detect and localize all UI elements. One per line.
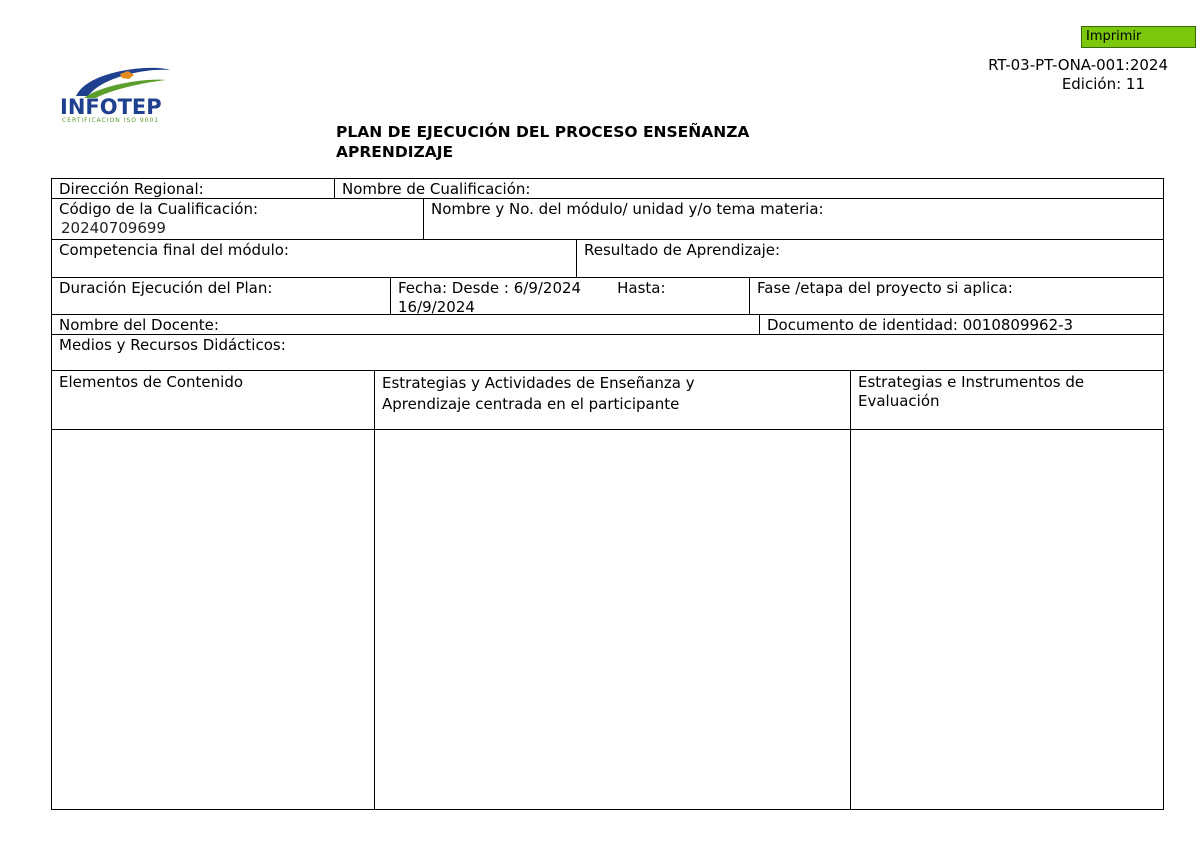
- elementos-contenido-header: [51, 370, 375, 430]
- docente-label: Nombre del Docente:: [59, 316, 219, 334]
- duracion-label: Duración Ejecución del Plan:: [59, 279, 273, 297]
- fase-field[interactable]: [749, 277, 1164, 315]
- duracion-field[interactable]: [51, 277, 391, 315]
- documento-field[interactable]: [759, 314, 1164, 335]
- hasta-label: Hasta:: [617, 279, 666, 297]
- codigo-cualificacion-value: 20240709699: [61, 219, 166, 237]
- fecha-desde-label: Fecha: Desde : 6/9/2024: [398, 279, 582, 297]
- competencia-label: Competencia final del módulo:: [59, 241, 289, 259]
- medios-recursos-label: Medios y Recursos Didácticos:: [59, 336, 286, 354]
- documento-label: Documento de identidad: 0010809962-3: [767, 316, 1074, 334]
- codigo-cualificacion-label: Código de la Cualificación:: [59, 200, 258, 218]
- medios-recursos-field[interactable]: [51, 334, 1164, 371]
- estrategias-evaluacion-body[interactable]: [850, 429, 1164, 810]
- document-code-block: [988, 56, 1168, 94]
- page-title: PLAN DE EJECUCIÓN DEL PROCESO ENSEÑANZA APRENDIZAJE: [336, 123, 750, 161]
- nombre-modulo-label: Nombre y No. del módulo/ unidad y/o tema materia:: [431, 200, 824, 218]
- fase-label: Fase /etapa del proyecto si aplica:: [757, 279, 1013, 297]
- hasta-value: 16/9/2024: [398, 298, 475, 315]
- logo-tagline: CERTIFICACION ISO 9001: [62, 117, 160, 124]
- logo-wordmark: INFOTEP: [60, 95, 162, 119]
- elementos-contenido-label: Elementos de Contenido: [59, 373, 244, 391]
- print-button[interactable]: Imprimir: [1081, 26, 1196, 48]
- nombre-cualificacion-label: Nombre de Cualificación:: [342, 180, 531, 198]
- codigo-cualificacion-field[interactable]: [51, 198, 424, 240]
- estrategias-evaluacion-header: [850, 370, 1164, 430]
- document-edition: Edición: 11: [1061, 75, 1145, 93]
- estrategias-actividades-header: [374, 370, 851, 430]
- estrategias-actividades-body[interactable]: [374, 429, 851, 810]
- direccion-regional-field[interactable]: [51, 178, 335, 199]
- estrategias-actividades-line1: Estrategias y Actividades de Enseñanza y: [382, 374, 695, 392]
- elementos-contenido-body[interactable]: [51, 429, 375, 810]
- fecha-field[interactable]: [390, 277, 750, 315]
- nombre-modulo-field[interactable]: [423, 198, 1164, 240]
- resultado-aprendizaje-field[interactable]: [576, 239, 1164, 278]
- estrategias-actividades-line2: Aprendizaje centrada en el participante: [382, 395, 680, 413]
- infotep-logo: [58, 62, 198, 124]
- competencia-field[interactable]: [51, 239, 577, 278]
- document-code: RT-03-PT-ONA-001:2024: [988, 56, 1168, 74]
- direccion-regional-label: Dirección Regional:: [59, 180, 204, 198]
- nombre-cualificacion-field[interactable]: [334, 178, 1164, 199]
- resultado-aprendizaje-label: Resultado de Aprendizaje:: [584, 241, 781, 259]
- estrategias-evaluacion-label: Estrategias e Instrumentos de Evaluación: [858, 373, 1085, 410]
- docente-field[interactable]: [51, 314, 760, 335]
